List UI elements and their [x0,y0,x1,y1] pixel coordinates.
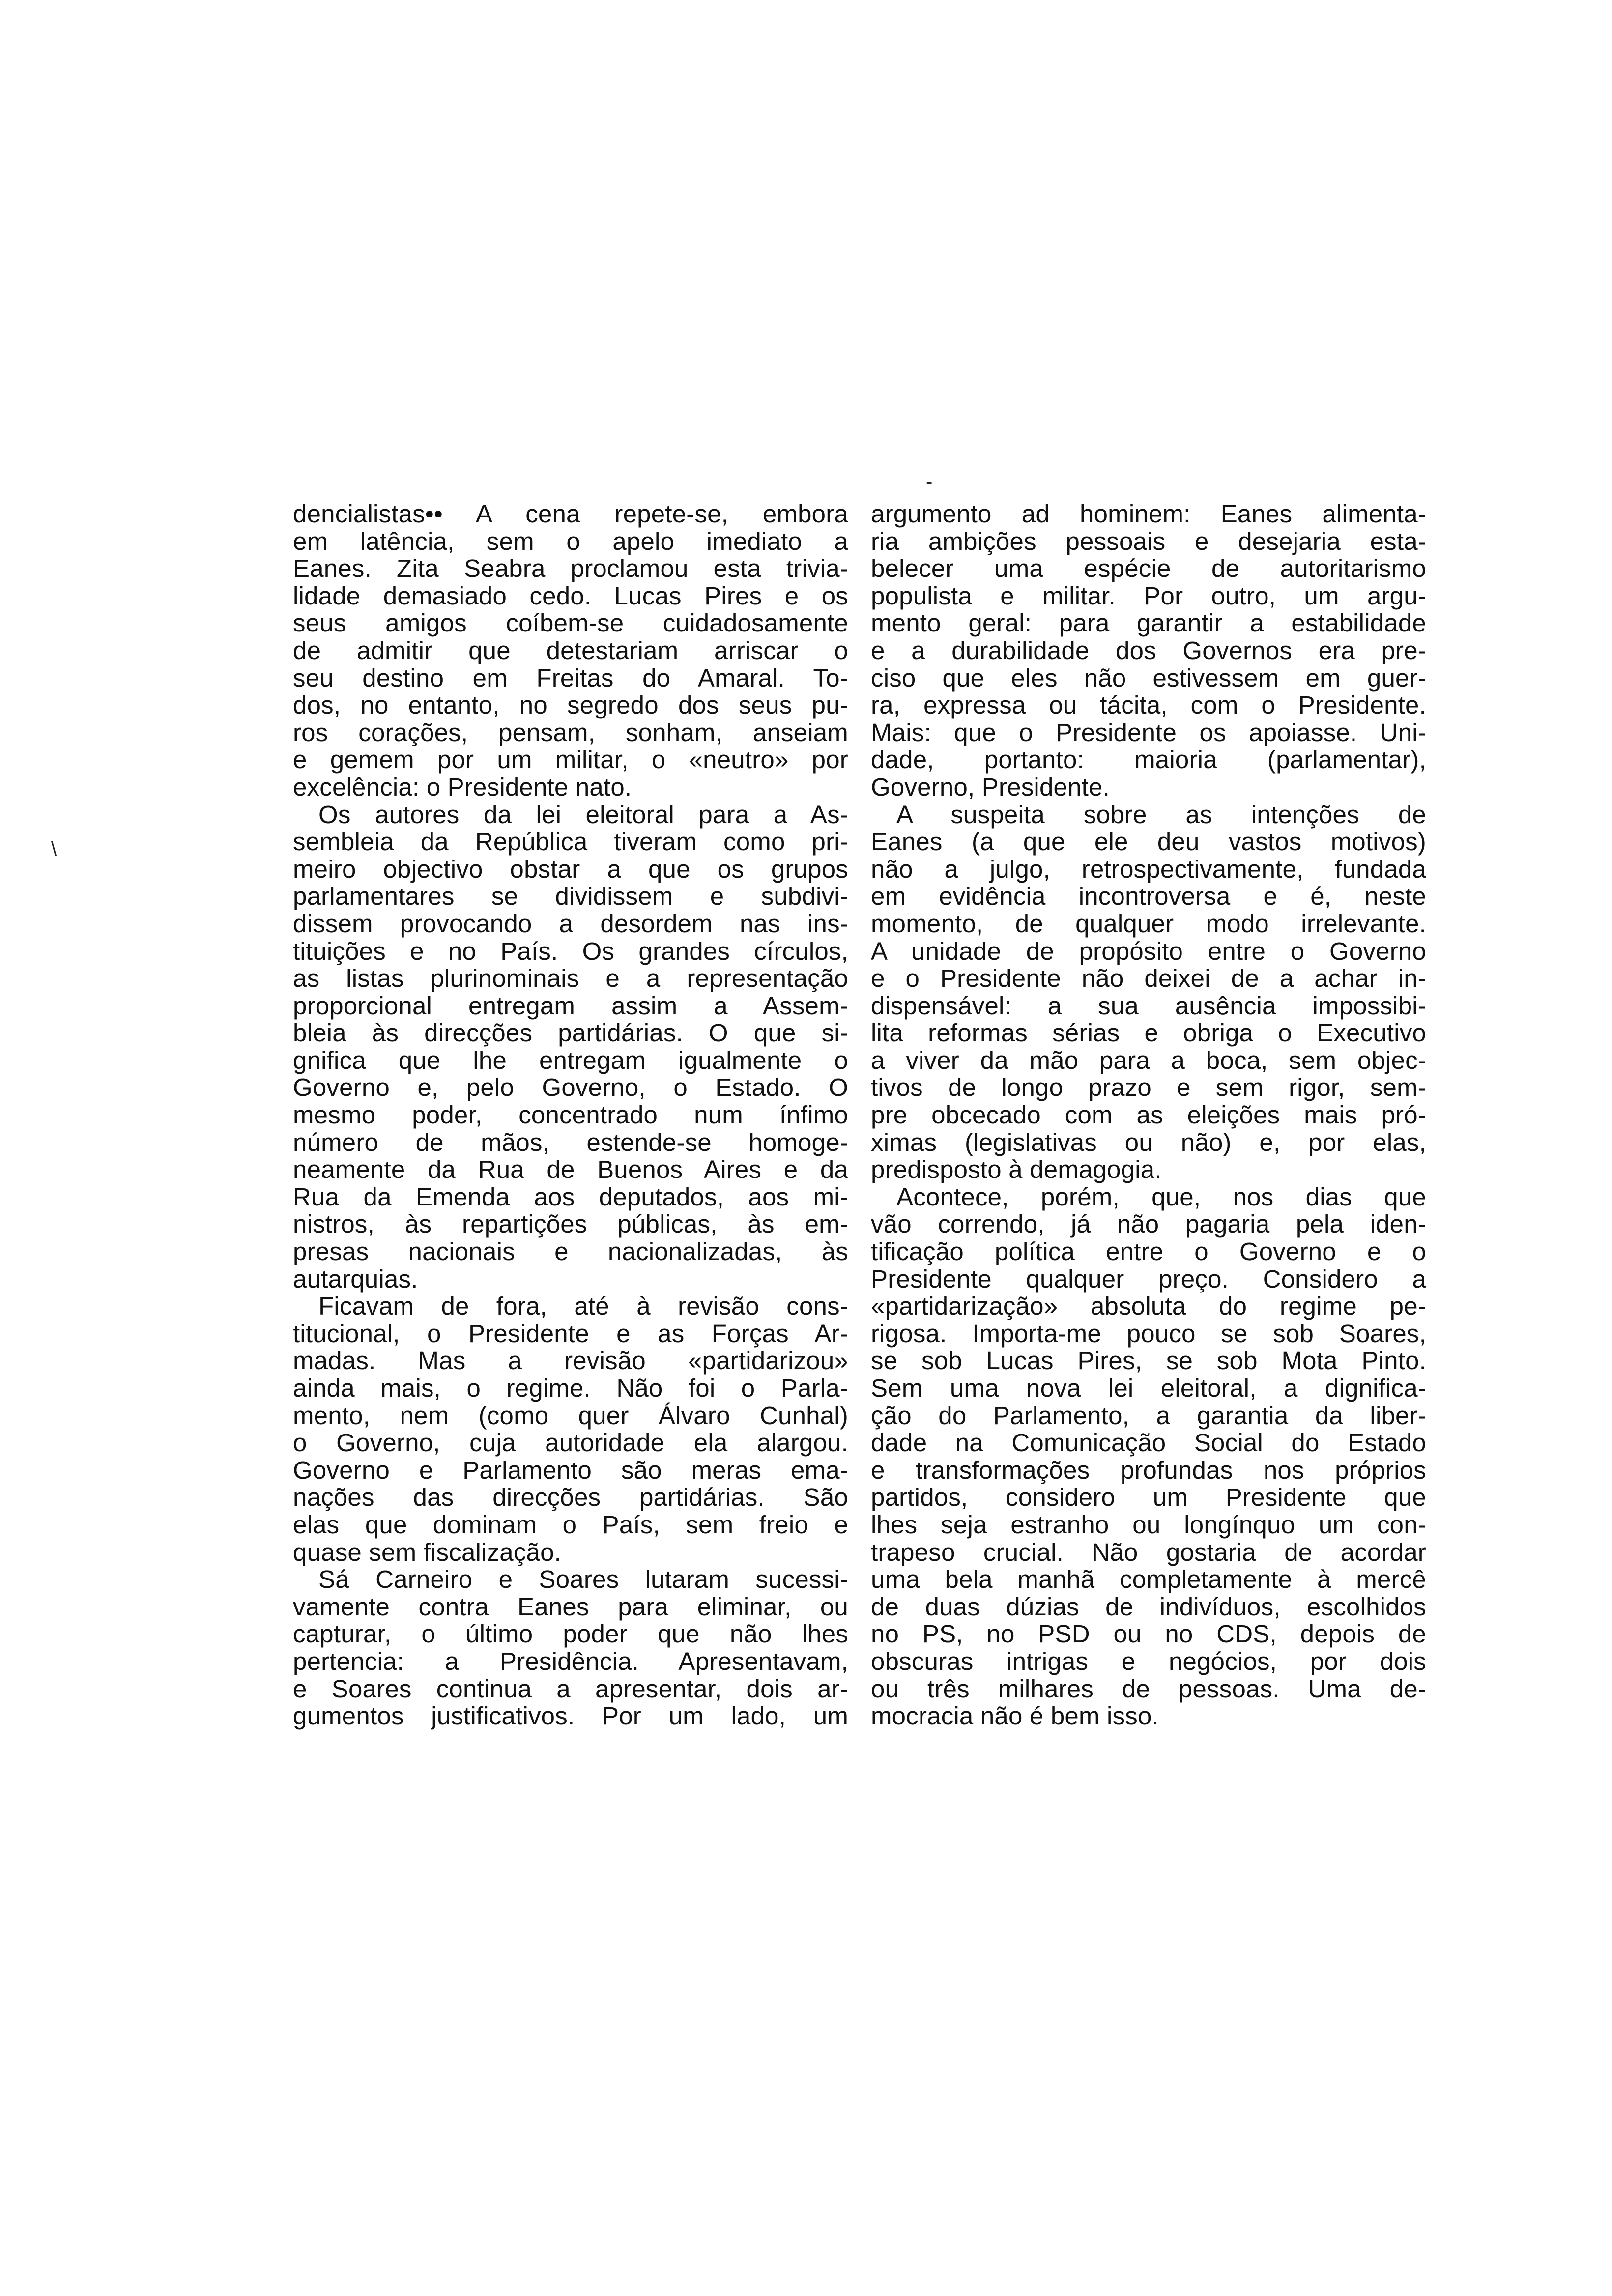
text-line: A suspeita sobre as intenções de [896,800,1426,829]
text-line: ou três milhares de pessoas. Uma de- [871,1674,1426,1703]
text-line: e a durabilidade dos Governos era pre- [871,636,1426,664]
text-line: pertencia: a Presidência. Apresentavam, [293,1647,848,1675]
text-line: ximas (legislativas ou não) e, por elas, [871,1128,1426,1156]
text-line: em evidência incontroversa e é, neste [871,882,1426,911]
text-line: Mais: que o Presidente os apoiasse. Uni- [871,718,1426,746]
text-line: tivos de longo prazo e sem rigor, sem- [871,1073,1426,1102]
text-line: gnifica que lhe entregam igualmente o [293,1046,848,1074]
text-line: dos, no entanto, no segredo dos seus pu- [293,691,848,719]
text-line: sembleia da República tiveram como pri- [293,828,848,856]
text-line: predisposto à demagogia. [871,1155,1162,1184]
text-line: tituições e no País. Os grandes círculos, [293,937,848,965]
text-line: parlamentares se dividissem e subdivi- [293,882,848,911]
text-line: seu destino em Freitas do Amaral. To- [293,663,848,692]
text-line: Presidente qualquer preço. Considero a [871,1264,1426,1293]
text-line: Acontece, porém, que, nos dias que [896,1182,1426,1211]
text-line: ciso que eles não estivessem em guer- [871,663,1426,692]
text-line: o Governo, cuja autoridade ela alargou. [293,1429,848,1457]
text-line: e Soares continua a apresentar, dois ar- [293,1674,848,1703]
text-line: nistros, às repartições públicas, às em- [293,1210,848,1238]
text-line: seus amigos coíbem-se cuidadosamente [293,609,848,637]
text-line: capturar, o último poder que não lhes [293,1620,848,1648]
text-line: A unidade de propósito entre o Governo [871,937,1426,965]
text-line: trapeso crucial. Não gostaria de acordar [871,1538,1426,1566]
article-column-left [293,500,848,1730]
text-line: de admitir que detestariam arriscar o [293,636,848,664]
stray-dash-mark: - [926,471,933,492]
text-line: e transformações profundas nos próprios [871,1456,1426,1484]
text-line: Governo, Presidente. [871,773,1110,801]
text-line: Os autores da lei eleitoral para a As- [318,800,848,829]
text-line: neamente da Rua de Buenos Aires e da [293,1155,848,1184]
text-line: lita reformas sérias e obriga o Executivo [871,1019,1426,1047]
text-line: excelência: o Presidente nato. [293,773,632,801]
text-line: titucional, o Presidente e as Forças Ar- [293,1319,848,1348]
text-line: presas nacionais e nacionalizadas, às [293,1237,848,1266]
text-line: «partidarização» absoluta do regime pe- [871,1292,1426,1320]
text-line: Eanes (a que ele deu vastos motivos) [871,828,1426,856]
text-line: dissem provocando a desordem nas ins- [293,909,848,938]
text-line: bleia às direcções partidárias. O que si- [293,1019,848,1047]
text-line: dencialistas•• A cena repete-se, embora [293,500,848,528]
text-line: dade, portanto: maioria (parlamentar), [871,746,1426,774]
text-line: de duas dúzias de indivíduos, escolhidos [871,1592,1426,1621]
text-line: argumento ad hominem: Eanes alimenta- [871,500,1426,528]
text-line: e o Presidente não deixei de a achar in- [871,964,1426,993]
text-line: Sá Carneiro e Soares lutaram sucessi- [318,1565,848,1594]
text-line: dade na Comunicação Social do Estado [871,1429,1426,1457]
text-line: nações das direcções partidárias. São [293,1483,848,1512]
text-line: quase sem fiscalização. [293,1538,562,1566]
text-line: mento, nem (como quer Álvaro Cunhal) [293,1401,848,1430]
text-line: ção do Parlamento, a garantia da liber- [871,1401,1426,1430]
text-line: vão correndo, já não pagaria pela iden- [871,1210,1426,1238]
text-line: ra, expressa ou tácita, com o Presidente. [871,691,1426,719]
text-line: mesmo poder, concentrado num ínfimo [293,1101,848,1129]
text-line: Eanes. Zita Seabra proclamou esta trivia- [293,554,848,583]
text-line: Governo e, pelo Governo, o Estado. O [293,1073,848,1102]
text-line: pre obcecado com as eleições mais pró- [871,1101,1426,1129]
text-line: lhes seja estranho ou longínquo um con- [871,1510,1426,1539]
text-line: não a julgo, retrospectivamente, fundada [871,855,1426,883]
text-line: mocracia não é bem isso. [871,1702,1159,1730]
text-line: ria ambições pessoais e desejaria esta- [871,527,1426,555]
text-line: populista e militar. Por outro, um argu- [871,581,1426,610]
text-line: a viver da mão para a boca, sem objec- [871,1046,1426,1074]
text-line: ainda mais, o regime. Não foi o Parla- [293,1374,848,1402]
text-line: no PS, no PSD ou no CDS, depois de [871,1620,1426,1648]
text-line: Ficavam de fora, até à revisão cons- [318,1292,848,1320]
text-line: obscuras intrigas e negócios, por dois [871,1647,1426,1675]
text-line: autarquias. [293,1264,418,1293]
text-line: mento geral: para garantir a estabilidade [871,609,1426,637]
text-line: Governo e Parlamento são meras ema- [293,1456,848,1484]
text-line: proporcional entregam assim a Assem- [293,991,848,1020]
text-line: belecer uma espécie de autoritarismo [871,554,1426,583]
text-line: Rua da Emenda aos deputados, aos mi- [293,1182,848,1211]
text-line: rigosa. Importa-me pouco se sob Soares, [871,1319,1426,1348]
text-line: elas que dominam o País, sem freio e [293,1510,848,1539]
text-line: e gemem por um militar, o «neutro» por [293,746,848,774]
text-line: as listas plurinominais e a representação [293,964,848,993]
text-line: dispensável: a sua ausência impossibi- [871,991,1426,1020]
text-line: vamente contra Eanes para eliminar, ou [293,1592,848,1621]
stray-tick-mark: \ [51,838,57,860]
text-line: se sob Lucas Pires, se sob Mota Pinto. [871,1347,1426,1375]
text-line: madas. Mas a revisão «partidarizou» [293,1347,848,1375]
text-line: tificação política entre o Governo e o [871,1237,1426,1266]
text-line: gumentos justificativos. Por um lado, um [293,1702,848,1730]
text-line: número de mãos, estende-se homoge- [293,1128,848,1156]
text-line: Sem uma nova lei eleitoral, a dignifica- [871,1374,1426,1402]
text-line: em latência, sem o apelo imediato a [293,527,848,555]
text-line: lidade demasiado cedo. Lucas Pires e os [293,581,848,610]
text-line: uma bela manhã completamente à mercê [871,1565,1426,1594]
article-column-right [871,500,1426,1730]
text-line: momento, de qualquer modo irrelevante. [871,909,1426,938]
text-line: partidos, considero um Presidente que [871,1483,1426,1512]
text-line: meiro objectivo obstar a que os grupos [293,855,848,883]
text-line: ros corações, pensam, sonham, anseiam [293,718,848,746]
